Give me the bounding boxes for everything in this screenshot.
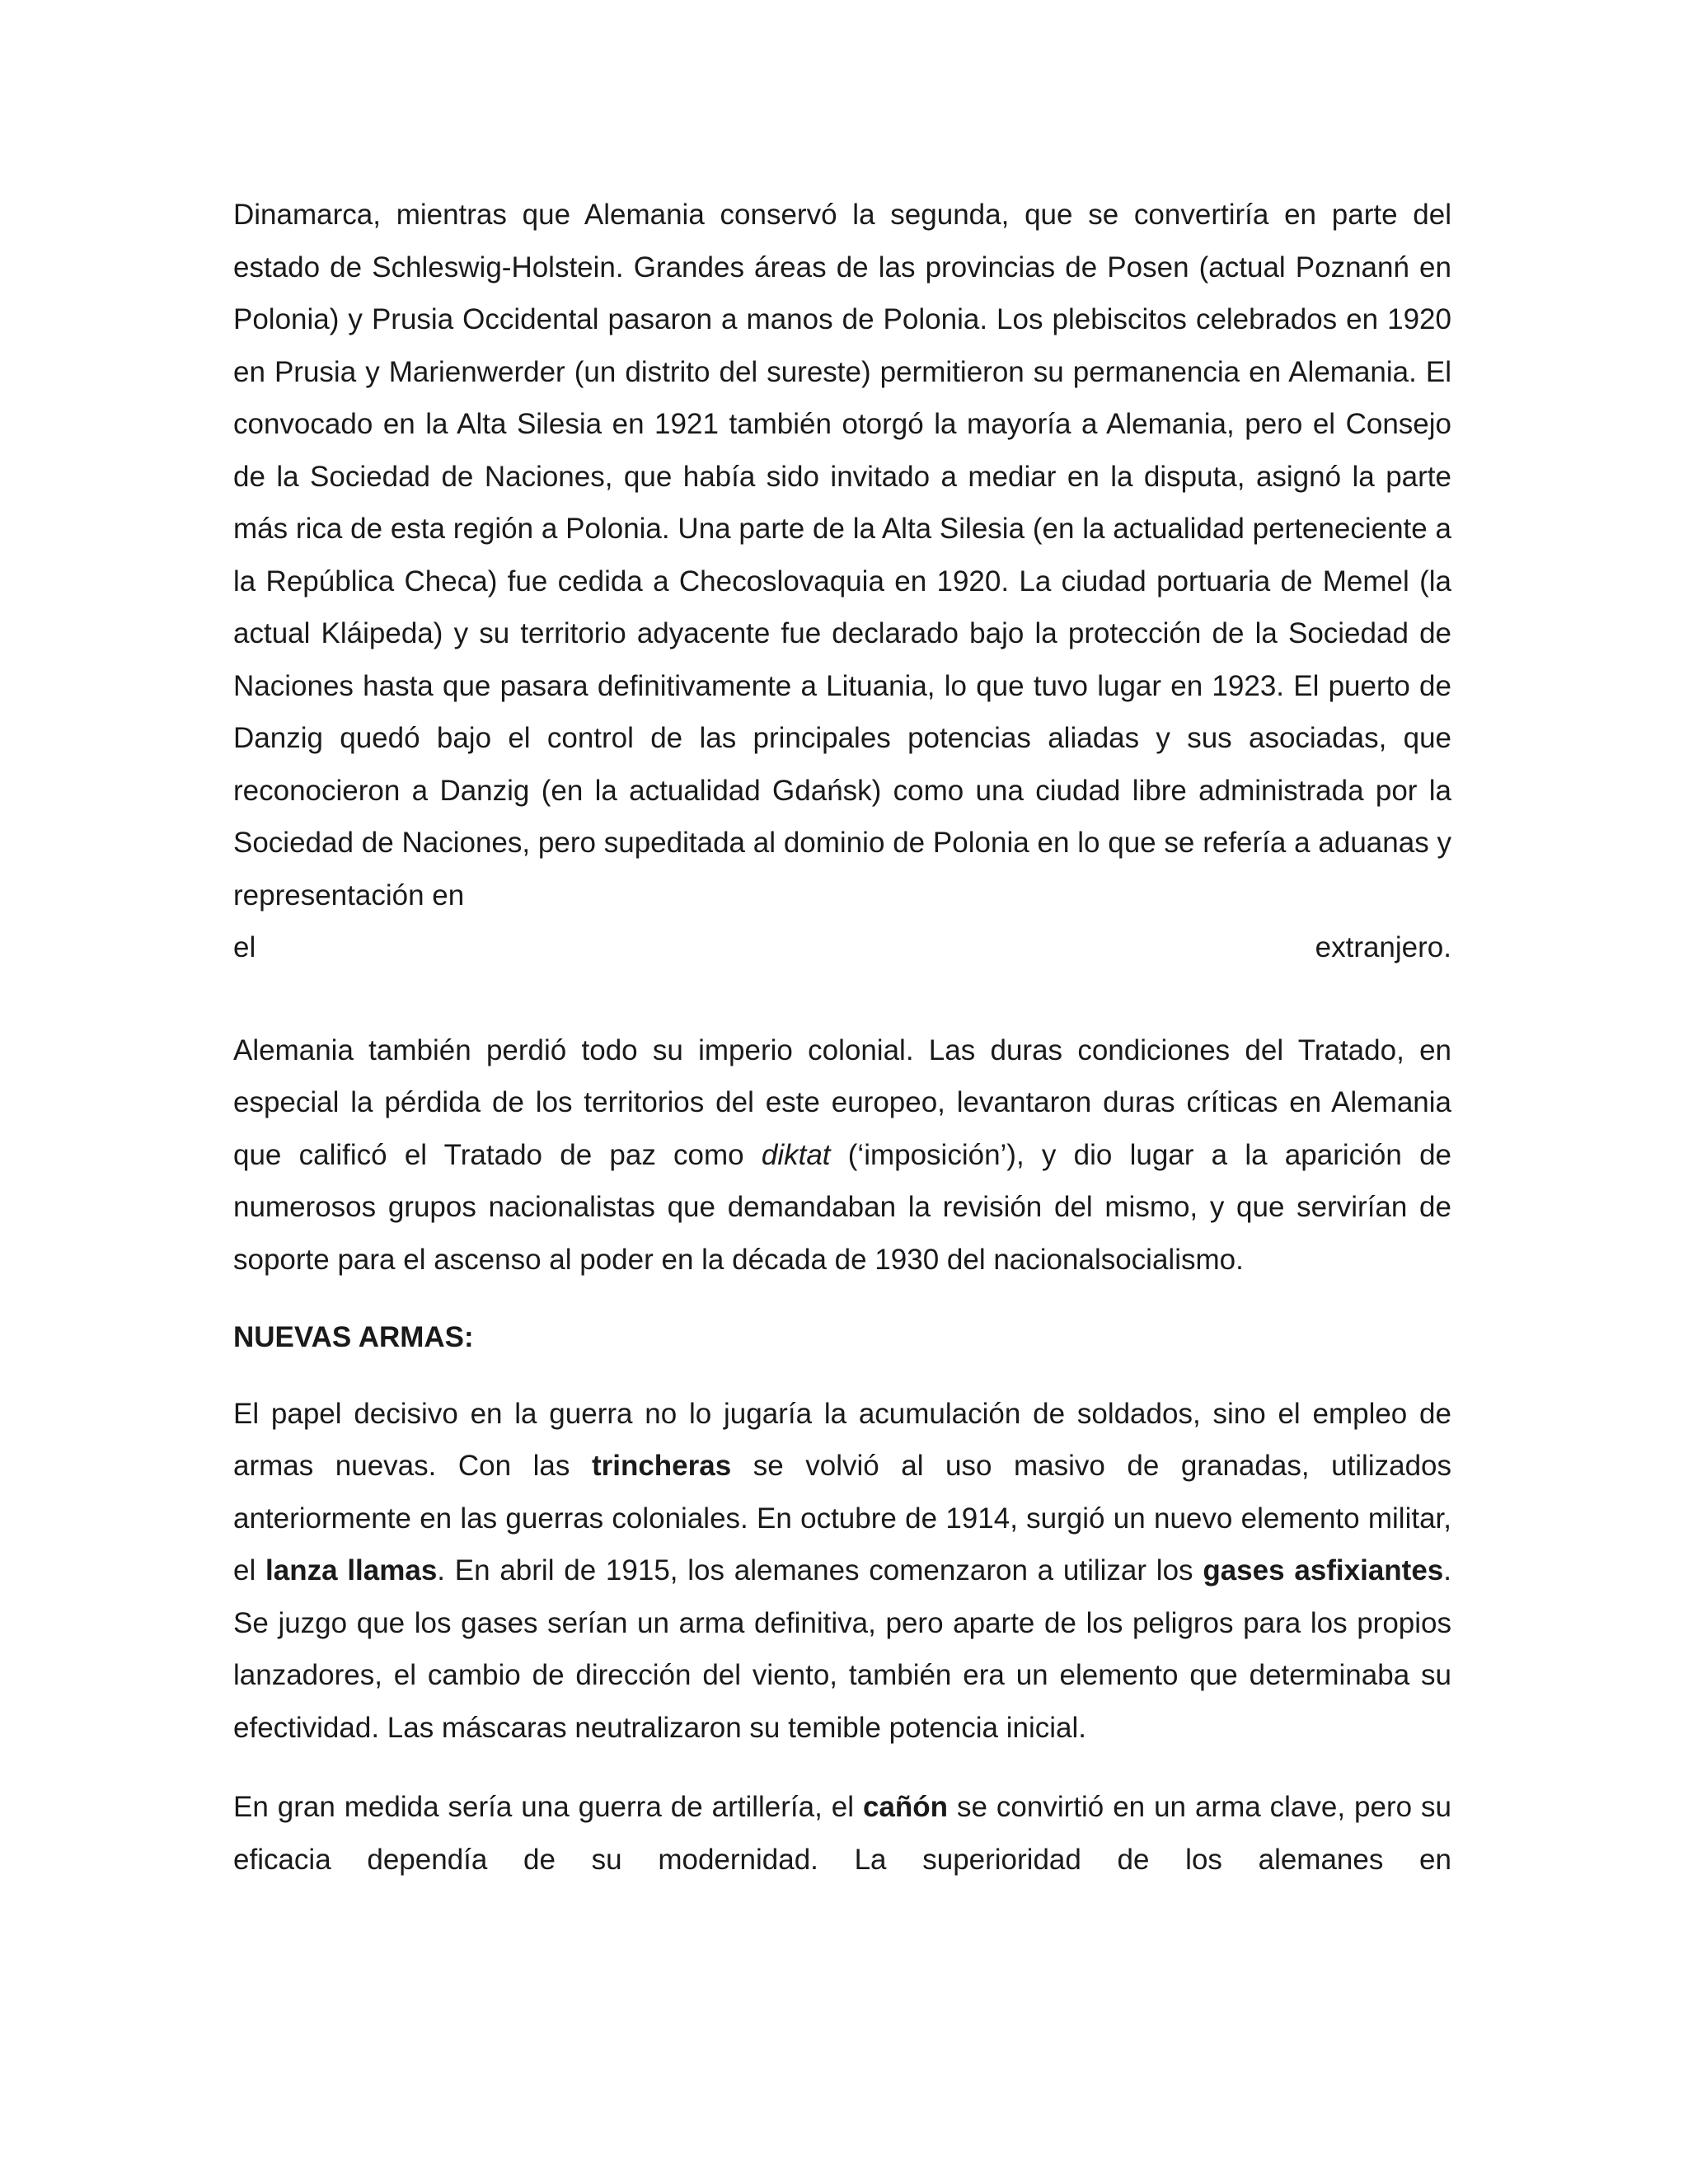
paragraph-text: se volvió al uso masivo de granadas, utilizados anteriormente en las guerras coloniales. En octubre de 1914, surgió un nuevo elemento militar, el — [233, 1450, 1451, 1586]
paragraph-last-line — [233, 921, 1451, 974]
section-heading: NUEVAS ARMAS: — [233, 1321, 474, 1353]
paragraph-text: se convirtió en un arma clave, pero su eficacia dependía de su modernidad. La superioridad de los alemanes en — [233, 1791, 1451, 1876]
last-line-right: extranjero. — [1315, 931, 1451, 963]
paragraph-text: . Se juzgo que los gases serían un arma definitiva, pero aparte de los peligros para los propios lanzadores, el cambio de dirección del viento, también era un elemento que determinaba su efectividad. Las máscaras neutralizaron su temible potencia inicial. — [233, 1554, 1451, 1744]
paragraph-text: (‘imposición’), y dio lugar a la aparición de numerosos grupos nacionalistas que demandaban la revisión del mismo, y que servirían de soporte para el ascenso al poder en la década de 1930 del nacionalsocialismo. — [233, 1138, 1452, 1276]
bold-term: trincheras — [591, 1450, 732, 1482]
paragraph-colonial-empire — [233, 1024, 1451, 1286]
bold-term: gases asfixiantes — [1203, 1554, 1444, 1586]
paragraph-text: Alemania también perdió todo su imperio colonial. Las duras condiciones del Tratado, en especial la pérdida de los territorios del este europeo, levantaron duras críticas en Alemania que calificó el Tratado de paz como — [233, 1033, 1451, 1171]
paragraph-artillery — [233, 1781, 1451, 1886]
italic-term: diktat — [761, 1138, 831, 1171]
paragraph-text: En gran medida sería una guerra de artillería, el — [233, 1791, 863, 1823]
paragraph-text: Dinamarca, mientras que Alemania conservó la segunda, que se convertiría en parte del estado de Schleswig-Holstein. Grandes áreas de las provincias de Posen (actual Poznanń en Polonia) y Prusia Occidental pasaron a manos de Polonia. Los plebiscitos celebrados en 1920 en Prusia y Marienwerder (un distrito del sureste) permitieron su permanencia en Alemania. El convocado en la Alta Silesia en 1921 también otorgó la mayoría a Alemania, pero el Consejo de la Sociedad de Naciones, que había sido invitado a mediar en la disputa, asignó la parte más rica de esta región a Polonia. Una parte de la Alta Silesia (en la actualidad perteneciente a la República Checa) fue cedida a Checoslovaquia en 1920. La ciudad portuaria de Memel (la actual Kláipeda) y su territorio adyacente fue declarado bajo la protección de la Sociedad de Naciones hasta que pasara definitivamente a Lituania, lo que tuvo lugar en 1923. El puerto de Danzig quedó bajo el control de las principales potencias aliadas y sus asociadas, que reconocieron a Danzig (en la actualidad Gdańsk) como una ciudad libre administrada por la Sociedad de Naciones, pero supeditada al dominio de Polonia en lo que se refería a aduanas y representación en — [233, 199, 1451, 912]
bold-term: cañón — [862, 1791, 949, 1823]
bold-term: lanza llamas — [265, 1554, 438, 1586]
paragraph-treaty-territories — [233, 189, 1451, 974]
document-page — [233, 189, 1451, 1886]
paragraph-text: . En abril de 1915, los alemanes comenzaron a utilizar los — [437, 1554, 1203, 1586]
last-line-left: el — [233, 931, 256, 963]
paragraph-text: El papel decisivo en la guerra no lo jugaría la acumulación de soldados, sino el empleo de armas nuevas. Con las — [233, 1397, 1451, 1482]
paragraph-new-weapons — [233, 1388, 1451, 1755]
